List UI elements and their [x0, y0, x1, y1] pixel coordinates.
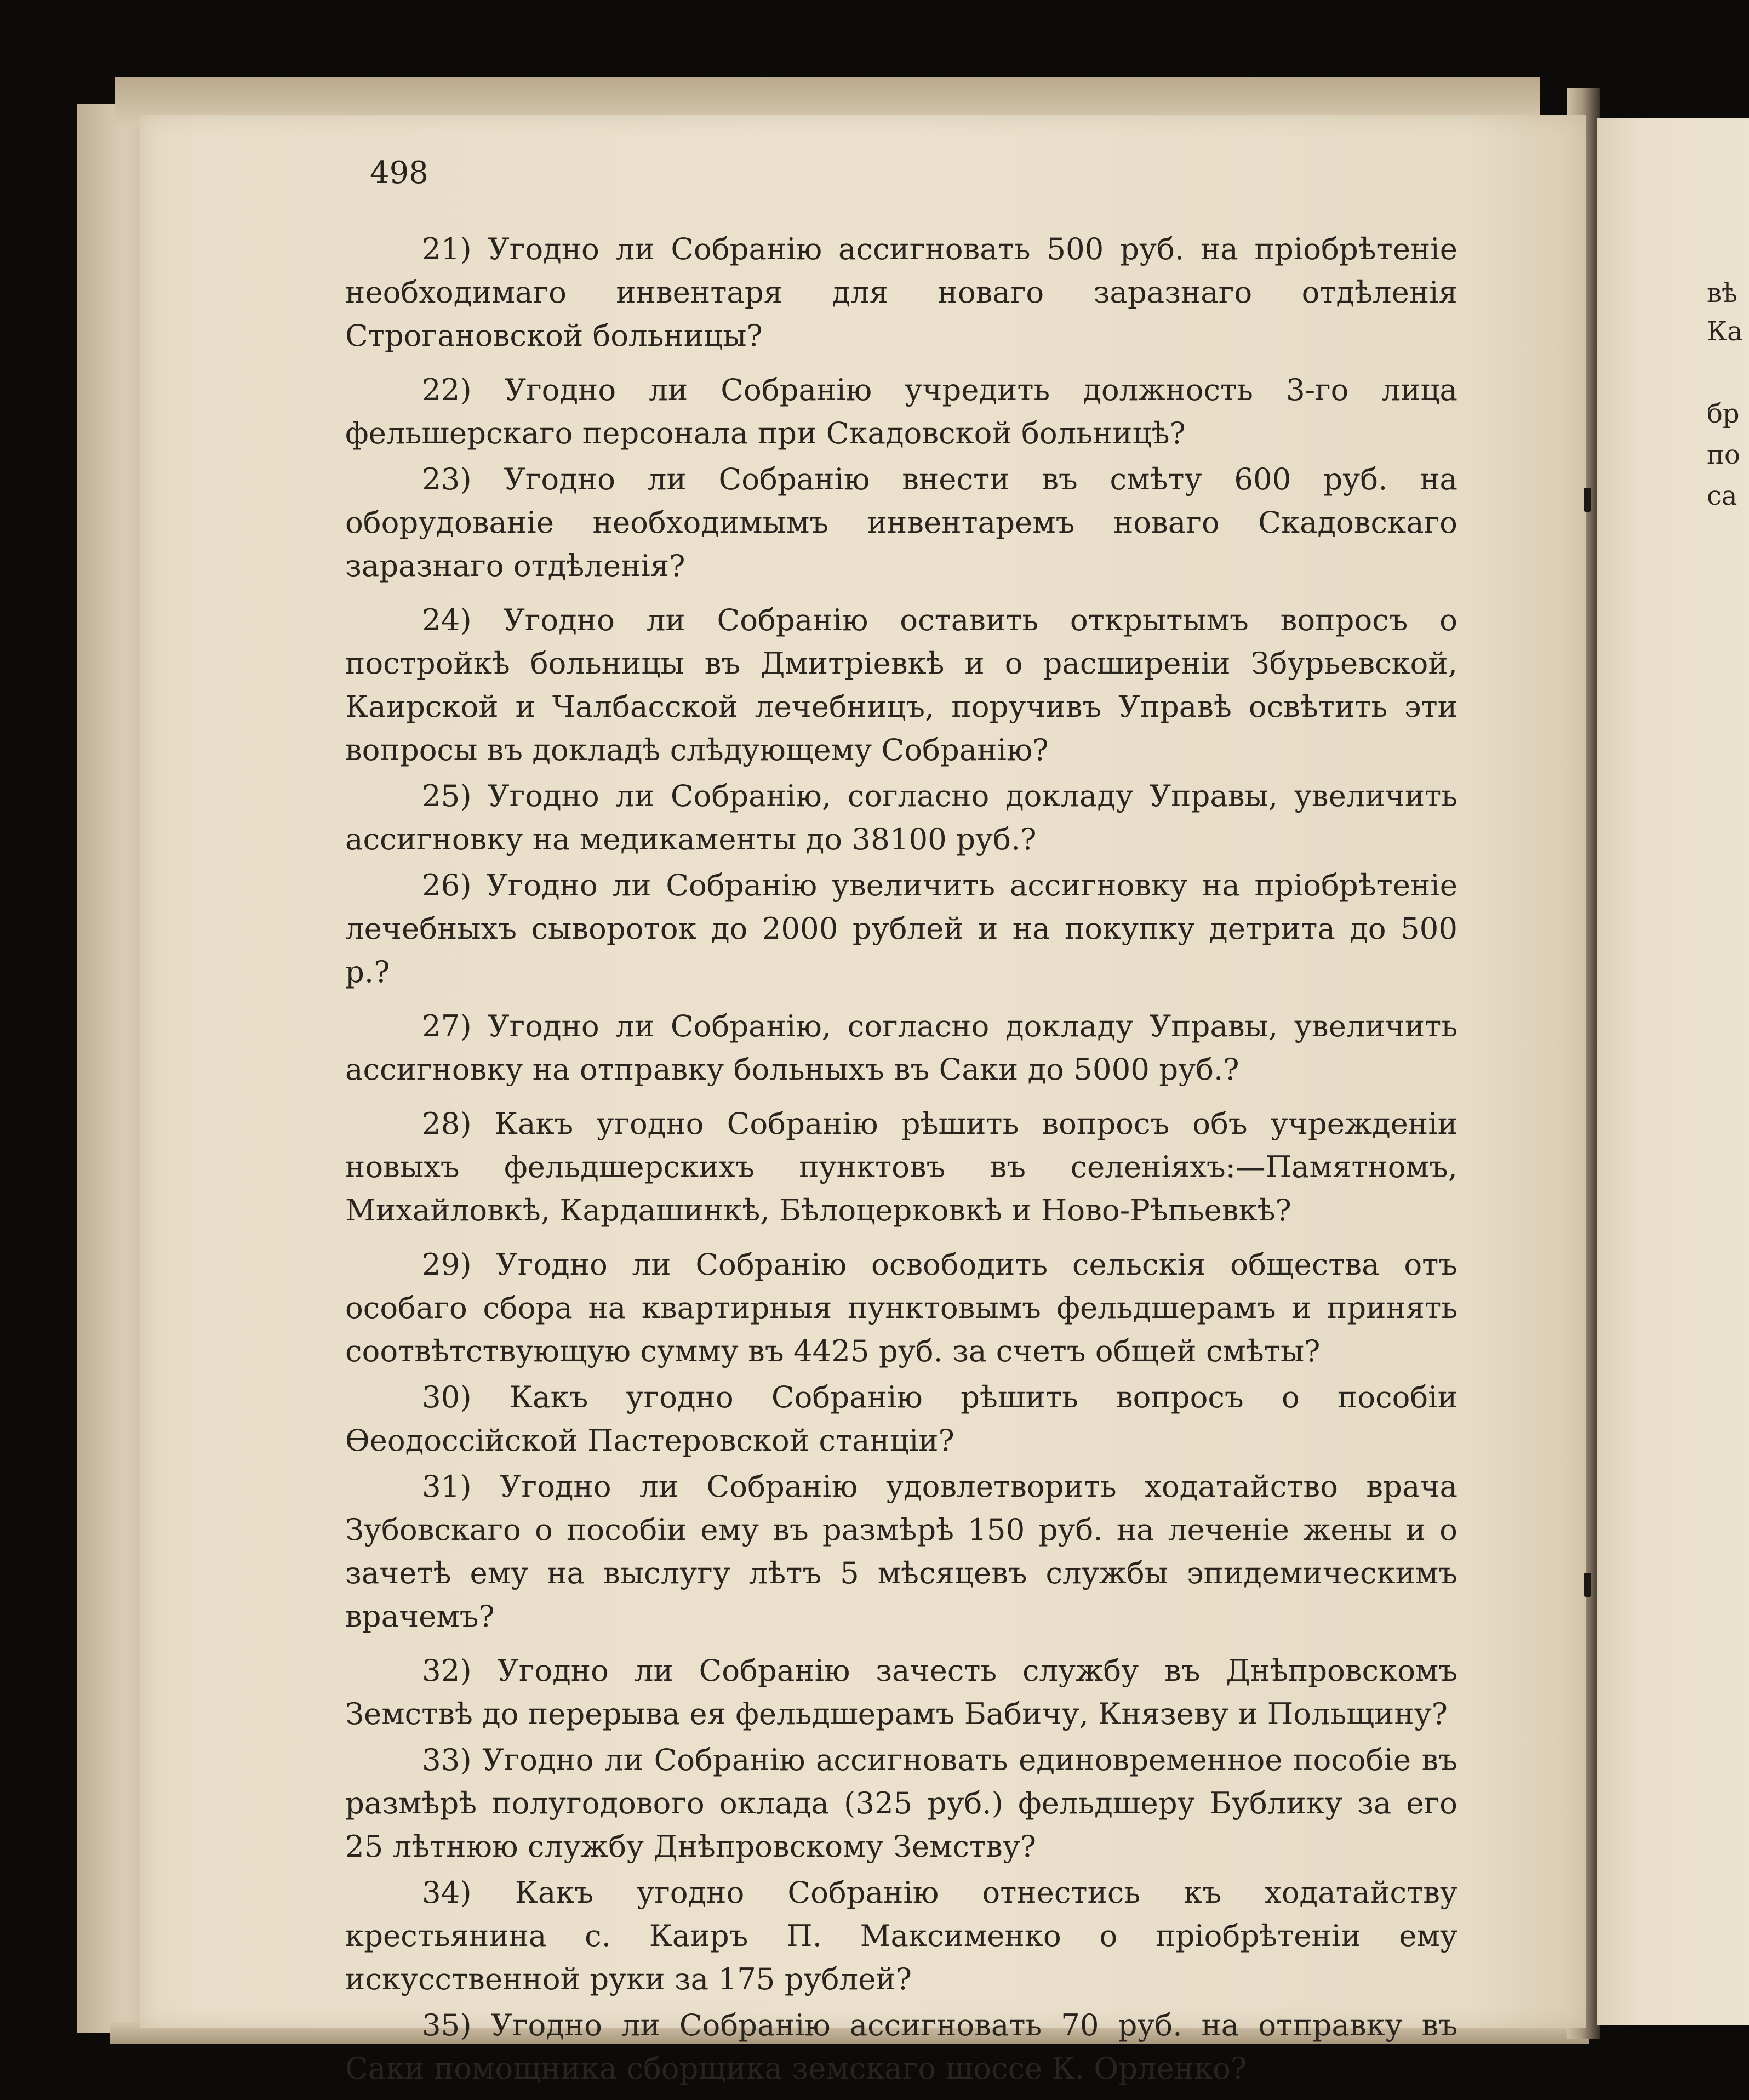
facing-page-fragment: по: [1707, 440, 1740, 470]
agenda-item: 29) Угодно ли Собранію освободить сельскія общества отъ особаго сбора на квартирныя пунктовымъ фельдшерамъ и принять соотвѣтствующую сумму въ 4425 руб. за счетъ общей смѣты?: [345, 1247, 1458, 1368]
agenda-item: 24) Угодно ли Собранію оставить открытымъ вопросъ о постройкѣ больницы въ Дмитріевкѣ и о расширеніи Збурьевской, Каирской и Чалбасской лечебницъ, поручивъ Управѣ освѣтить эти вопросы въ докладѣ слѣдующему Собранію?: [345, 602, 1458, 767]
document-body: [345, 227, 1458, 2093]
agenda-item: 25) Угодно ли Собранію, согласно докладу Управы, увеличить ассигновку на медикаменты до 38100 руб.?: [345, 778, 1458, 857]
agenda-item: 21) Угодно ли Собранію ассигновать 500 руб. на пріобрѣтеніе необходимаго инвентаря для новаго заразнаго отдѣленія Строгановской больницы?: [345, 231, 1458, 353]
facing-page-fragment: са: [1707, 481, 1737, 511]
facing-page-fragment: бр: [1707, 398, 1740, 429]
agenda-item: 35) Угодно ли Собранію ассигновать 70 руб. на отправку въ Саки помощника сборщика земскаго шоссе К. Орленко?: [345, 2007, 1458, 2086]
facing-page-fragment: Ка: [1707, 316, 1743, 347]
agenda-item: 28) Какъ угодно Собранію рѣшить вопросъ объ учрежденіи новыхъ фельдшерскихъ пунктовъ въ селеніяхъ:—Памятномъ, Михайловкѣ, Кардашинкѣ, Бѣлоцерковкѣ и Ново-Рѣпьевкѣ?: [345, 1106, 1458, 1228]
agenda-item: 33) Угодно ли Собранію ассигновать единовременное пособіе въ размѣрѣ полугодового оклада (325 руб.) фельдшеру Бублику за его 25 лѣтнюю службу Днѣпровскому Земству?: [345, 1742, 1458, 1864]
agenda-item: 23) Угодно ли Собранію внести въ смѣту 600 руб. на оборудованіе необходимымъ инвентаремъ новаго Скадовскаго заразнаго отдѣленія?: [345, 461, 1458, 583]
agenda-item: 31) Угодно ли Собранію удовлетворить ходатайство врача Зубовскаго о пособіи ему въ размѣрѣ 150 руб. на леченіе жены и о зачетѣ ему на выслугу лѣтъ 5 мѣсяцевъ службы эпидемическимъ врачемъ?: [345, 1469, 1458, 1634]
page-number: 498: [370, 155, 428, 191]
agenda-item: 27) Угодно ли Собранію, согласно докладу Управы, увеличить ассигновку на отправку больныхъ въ Саки до 5000 руб.?: [345, 1008, 1458, 1087]
agenda-item: 34) Какъ угодно Собранію отнестись къ ходатайству крестьянина с. Каиръ П. Максименко о пріобрѣтеніи ему искусственной руки за 175 рублей?: [345, 1875, 1458, 1996]
agenda-item: 26) Угодно ли Собранію увеличить ассигновку на пріобрѣтеніе лечебныхъ сывороток до 2000 рублей и на покупку детрита до 500 р.?: [345, 868, 1458, 989]
binding-mark: [1584, 488, 1591, 512]
agenda-item: 22) Угодно ли Собранію учредить должность 3-го лица фельшерскаго персонала при Скадовской больницѣ?: [345, 372, 1458, 450]
agenda-item: 30) Какъ угодно Собранію рѣшить вопросъ о пособіи Ѳеодоссійской Пастеровской станціи?: [345, 1379, 1458, 1458]
agenda-item: 32) Угодно ли Собранію зачесть службу въ Днѣпровскомъ Земствѣ до перерыва ея фельдшерамъ Бабичу, Князеву и Польщину?: [345, 1653, 1458, 1731]
binding-mark: [1584, 1573, 1591, 1597]
facing-page: [1597, 118, 1749, 2025]
facing-page-fragment: вѣ: [1707, 278, 1737, 309]
